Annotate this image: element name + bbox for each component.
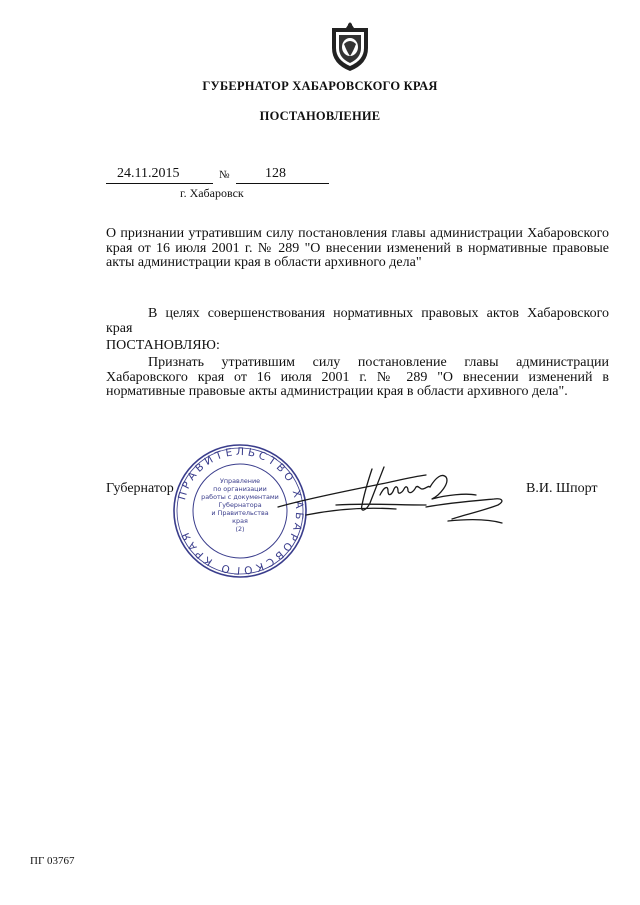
date-line	[106, 183, 213, 184]
resolution-point: Признать утратившим силу постановление главы администрации Хабаровского края от 16 июля 2001 г. № 289 "О внесении изменений в нормативные правовые акты администрации края в области архивного дела".	[106, 355, 609, 400]
khabarovsk-coat-of-arms-icon	[326, 18, 374, 74]
svg-text:работы с документами: работы с документами	[201, 493, 279, 501]
svg-text:Управление: Управление	[219, 477, 261, 485]
svg-text:края: края	[232, 517, 248, 525]
svg-text:по организации: по организации	[213, 485, 267, 493]
number-line	[236, 183, 329, 184]
number-label: №	[219, 169, 230, 181]
document-number: 128	[265, 166, 286, 181]
document-subject: О признании утратившим силу постановления главы администрации Хабаровского края от 16 июля 2001 г. № 289 "О внесении изменений в нормативные правовые акты администрации края в области архивного дела"	[106, 226, 609, 271]
issue-city: г. Хабаровск	[180, 186, 244, 200]
svg-text:Губернатора: Губернатора	[218, 501, 262, 509]
issuing-authority: ГУБЕРНАТОР ХАБАРОВСКОГО КРАЯ	[202, 79, 438, 93]
signatory-position: Губернатор	[106, 481, 174, 496]
document-type: ПОСТАНОВЛЕНИЕ	[259, 109, 381, 123]
preamble-paragraph: В целях совершенствования нормативных правовых актов Хабаровского края	[106, 306, 609, 336]
document-date: 24.11.2015	[117, 166, 180, 181]
footer-code: ПГ 03767	[30, 855, 75, 867]
svg-text:ПРАВИТЕЛЬСТВО ХАБАРОВСКОГО КРА: ПРАВИТЕЛЬСТВО ХАБАРОВСКОГО КРАЯ	[176, 445, 306, 577]
resolves-heading: ПОСТАНОВЛЯЮ:	[106, 338, 220, 353]
handwritten-signature	[276, 455, 508, 530]
signatory-name: В.И. Шпорт	[526, 481, 598, 496]
svg-text:и Правительства: и Правительства	[211, 509, 269, 517]
svg-text:(2): (2)	[235, 525, 245, 533]
